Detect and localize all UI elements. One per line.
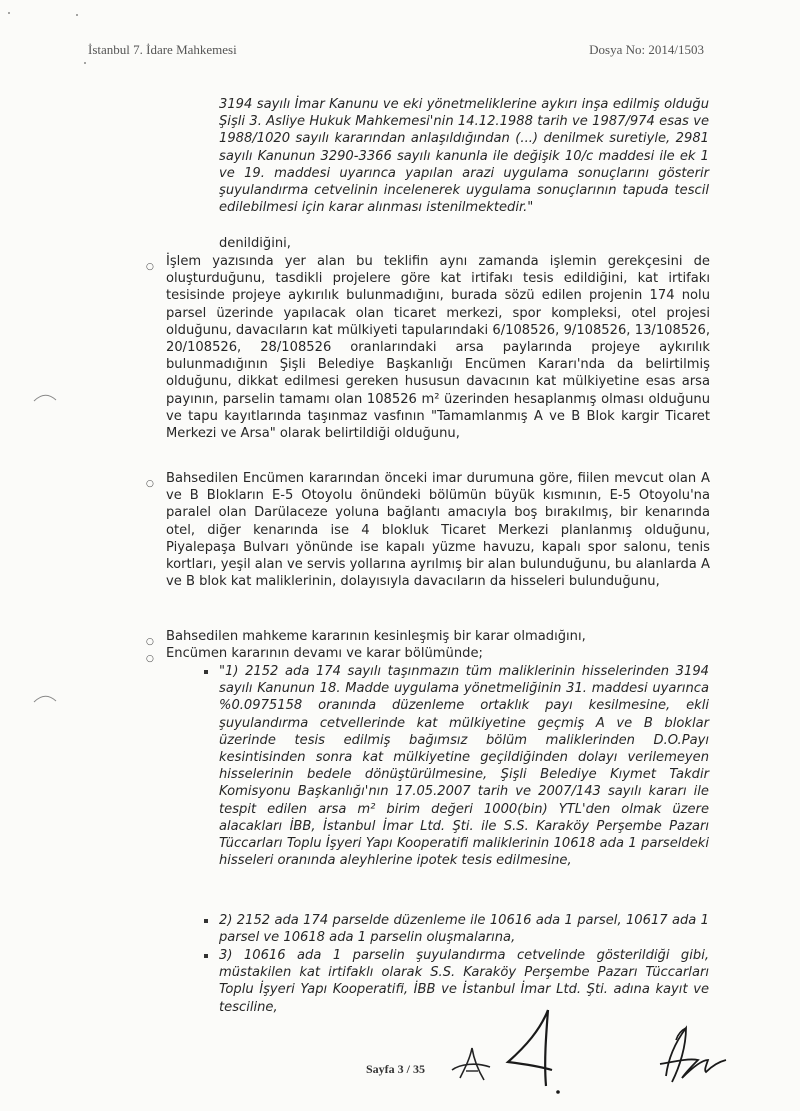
initials-signature xyxy=(446,1040,496,1086)
punch-hole-mark xyxy=(32,392,58,402)
scan-speck xyxy=(84,62,86,64)
decision-clause: "1) 2152 ada 174 sayılı taşınmazın tüm maliklerinin hisselerinden 3194 sayılı Kanunun 18. Madde uygulama yönetmeliğinin 31. maddesi uyarınca %0.0975158 oranında düzenleme ortaklık payı kesilmesine, ekli şuyulandırma cetvellerinde kat mülkiyetine geçmiş A ve B bloklar üzerinde tesis edilmiş bağımsız bölüm maliklerinden D.O.Payı kesintisinden sonra kat mülkiyetine geçildiğinden dolayı verilemeyen hisselerinin bedele dönüştürülmesine, Şişli Belediye Kıymet Takdir Komisyonu Başkanlığı'nın 17.05.2007 tarih ve 2007/143 sayılı kararı ile tespit edilen arsa m² birim değeri 1000(bin) YTL'den olmak üzere alacakları İBB, İstanbul İmar Ltd. Şti. ile S.S. Karaköy Perşembe Pazarı Tüccarları Toplu İşyeri Yapı Kooperatifi maliklerinin 10618 ada 1 parseldeki hisseleri oranında aleyhlerine ipotek tesis edilmesine, xyxy=(219,664,709,869)
list-item: Bahsedilen mahkeme kararının kesinleşmiş bir karar olmadığını, xyxy=(166,629,586,644)
punch-hole-mark xyxy=(32,693,58,703)
case-number: Dosya No: 2014/1503 xyxy=(589,42,704,57)
circle-bullet: ○ xyxy=(146,654,154,664)
court-name: İstanbul 7. İdare Mahkemesi xyxy=(88,42,237,57)
circle-bullet: ○ xyxy=(146,637,154,647)
scan-speck xyxy=(76,14,78,16)
square-bullet xyxy=(204,919,208,923)
list-item: Encümen kararının devamı ve karar bölümünde; xyxy=(166,646,483,661)
quote-closing: denildiğini, xyxy=(219,236,291,251)
scan-speck xyxy=(8,12,10,14)
list-item: Bahsedilen Encümen kararından önceki imar durumuna göre, fiilen mevcut olan A ve B Blokların E-5 Otoyolu önündeki bölümün büyük kısmının, E-5 Otoyolu'na paralel olan Darülaceze yoluna bağlantı amacıyla boş bırakılmış, bir kenarında otel, diğer kenarında ise 4 blokluk Ticaret Merkezi planlanmış olduğunu, Piyalepaşa Bulvarı yönünde ise kapalı yüzme havuzu, kapalı spor salonu, tenis kortları, yeşil alan ve servis yollarına ayrılmış bir alan bulunduğunu, bu alanlarda A ve B blok kat maliklerinin, dolayısıyla davacıların da hisseleri bulunduğunu, xyxy=(166,471,710,590)
decision-clause: 3) 10616 ada 1 parselin şuyulandırma cetvelinde gösterildiği gibi, müstakilen kat irtifaklı olarak S.S. Karaköy Perşembe Pazarı Tüccarları Toplu İşyeri Yapı Kooperatifi, İBB ve İstanbul İmar Ltd. Şti. adına kayıt ve tesciline, xyxy=(219,948,709,1015)
decision-clause: 2) 2152 ada 174 parselde düzenleme ile 10616 ada 1 parsel, 10617 ada 1 parsel ve 10618 ada 1 parselin oluşmalarına, xyxy=(219,913,709,946)
square-bullet xyxy=(204,670,208,674)
square-bullet xyxy=(204,954,208,958)
quoted-decision-text: 3194 sayılı İmar Kanunu ve eki yönetmeliklerine aykırı inşa edilmiş olduğu Şişli 3. Asliye Hukuk Mahkemesi'nin 14.12.1988 tarih ve 1987/974 esas ve 1988/1020 sayılı kararından anlaşıldığından (...) denilmek suretiyle, 2981 sayılı Kanunun 3290-3366 sayılı kanunla ile değişik 10/c maddesi ile ek 1 ve 19. maddesi uyarınca yapılan arazi uygulama sonuçlarını gösterir şuyulandırma cetvelinin incelenerek uygulama sonuçlarının tapuda tescil edilebilmesi için karar alınması istenilmektedir." xyxy=(219,97,709,216)
circle-bullet: ○ xyxy=(146,479,154,489)
handwritten-signature xyxy=(652,1020,732,1090)
handwritten-signature xyxy=(502,1006,566,1102)
page-number: Sayfa 3 / 35 xyxy=(366,1062,426,1076)
circle-bullet: ○ xyxy=(146,262,154,272)
list-item: İşlem yazısında yer alan bu teklifin aynı zamanda işlemin gerekçesini de oluşturduğunu, tasdikli projelere göre kat irtifakı tesis edildiğini, kat irtifakı tesisinde projeye aykırılık bulunmadığını, burada sözü edilen projenin 174 nolu parsel üzerinde yapılacak olan ticaret merkezi, spor kompleksi, otel projesi olduğunu, davacıların kat mülkiyeti tapularındaki 6/108526, 9/108526, 13/108526, 20/108526, 28/108526 oranlarındaki arsa paylarında projeye aykırılık bulunmadığının Şişli Belediye Başkanlığı Encümen Kararı'nda da belirtilmiş olduğunu, dikkat edilmesi gereken hususun davacının kat mülkiyetine esas arsa payının, parselin tamamı olan 108526 m² üzerinden hesaplanmış olması olduğunu ve tapu kayıtlarında taşınmaz vasfının "Tamamlanmış A ve B Blok kargir Ticaret Merkezi ve Arsa" olarak belirtildiği olduğunu, xyxy=(166,254,710,442)
